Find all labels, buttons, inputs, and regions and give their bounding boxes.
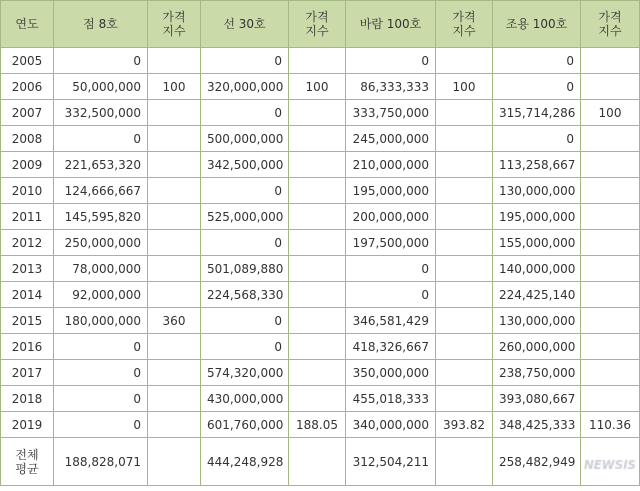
year-cell: 2010 bbox=[1, 178, 54, 204]
price-cell: 113,258,667 bbox=[493, 152, 581, 178]
year-cell: 2016 bbox=[1, 334, 54, 360]
price-index-cell: 110.36 bbox=[581, 412, 640, 438]
price-index-cell bbox=[436, 308, 493, 334]
price-cell: 0 bbox=[201, 48, 289, 74]
price-cell: 0 bbox=[493, 126, 581, 152]
price-index-cell bbox=[289, 126, 346, 152]
price-index-cell bbox=[148, 334, 201, 360]
price-index-cell bbox=[581, 386, 640, 412]
price-index-cell bbox=[436, 386, 493, 412]
price-index-cell bbox=[436, 204, 493, 230]
price-index-cell bbox=[581, 334, 640, 360]
price-cell: 0 bbox=[201, 308, 289, 334]
table-row bbox=[1, 100, 640, 126]
price-cell: 224,425,140 bbox=[493, 282, 581, 308]
price-cell: 258,482,949 bbox=[493, 438, 581, 486]
price-cell: 342,500,000 bbox=[201, 152, 289, 178]
price-cell: 0 bbox=[201, 230, 289, 256]
price-cell: 340,000,000 bbox=[346, 412, 436, 438]
price-index-cell bbox=[581, 308, 640, 334]
column-header: 점 8호 bbox=[54, 1, 148, 48]
price-index-cell bbox=[148, 360, 201, 386]
price-index-cell bbox=[148, 48, 201, 74]
table-row bbox=[1, 126, 640, 152]
table-row bbox=[1, 334, 640, 360]
price-cell: 200,000,000 bbox=[346, 204, 436, 230]
table-row bbox=[1, 48, 640, 74]
price-cell: 238,750,000 bbox=[493, 360, 581, 386]
price-cell: 393,080,667 bbox=[493, 386, 581, 412]
price-cell: 0 bbox=[493, 74, 581, 100]
price-index-cell bbox=[581, 230, 640, 256]
price-cell: 0 bbox=[54, 334, 148, 360]
price-cell: 312,504,211 bbox=[346, 438, 436, 486]
price-index-cell bbox=[581, 256, 640, 282]
price-cell: 0 bbox=[346, 282, 436, 308]
year-cell: 2013 bbox=[1, 256, 54, 282]
price-index-cell bbox=[289, 178, 346, 204]
price-cell: 180,000,000 bbox=[54, 308, 148, 334]
price-cell: 418,326,667 bbox=[346, 334, 436, 360]
price-index-cell: 100 bbox=[148, 74, 201, 100]
price-index-cell bbox=[289, 204, 346, 230]
column-header: 바람 100호 bbox=[346, 1, 436, 48]
price-cell: 346,581,429 bbox=[346, 308, 436, 334]
table-row bbox=[1, 204, 640, 230]
year-cell: 2005 bbox=[1, 48, 54, 74]
table-row bbox=[1, 282, 640, 308]
price-index-cell bbox=[436, 100, 493, 126]
price-index-cell bbox=[289, 438, 346, 486]
table-row bbox=[1, 256, 640, 282]
price-cell: 50,000,000 bbox=[54, 74, 148, 100]
price-index-cell bbox=[148, 204, 201, 230]
year-cell: 2006 bbox=[1, 74, 54, 100]
price-index-cell: 188.05 bbox=[289, 412, 346, 438]
price-index-cell bbox=[289, 152, 346, 178]
table-row bbox=[1, 308, 640, 334]
header-row bbox=[1, 1, 640, 48]
price-cell: 500,000,000 bbox=[201, 126, 289, 152]
price-cell: 210,000,000 bbox=[346, 152, 436, 178]
price-cell: 224,568,330 bbox=[201, 282, 289, 308]
price-cell: 315,714,286 bbox=[493, 100, 581, 126]
price-cell: 188,828,071 bbox=[54, 438, 148, 486]
price-index-cell bbox=[148, 282, 201, 308]
year-cell: 2017 bbox=[1, 360, 54, 386]
price-index-cell bbox=[436, 334, 493, 360]
price-index-cell: 100 bbox=[436, 74, 493, 100]
price-cell: 574,320,000 bbox=[201, 360, 289, 386]
price-index-cell bbox=[148, 178, 201, 204]
column-header: 가격 지수 bbox=[148, 1, 201, 48]
price-cell: 130,000,000 bbox=[493, 178, 581, 204]
price-index-cell bbox=[436, 282, 493, 308]
price-cell: 525,000,000 bbox=[201, 204, 289, 230]
price-cell: 245,000,000 bbox=[346, 126, 436, 152]
price-index-cell bbox=[436, 438, 493, 486]
price-index-cell bbox=[289, 256, 346, 282]
column-header: 조용 100호 bbox=[493, 1, 581, 48]
year-cell: 2014 bbox=[1, 282, 54, 308]
table-row bbox=[1, 74, 640, 100]
price-cell: 0 bbox=[346, 256, 436, 282]
price-cell: 430,000,000 bbox=[201, 386, 289, 412]
price-cell: 333,750,000 bbox=[346, 100, 436, 126]
price-index-cell bbox=[581, 152, 640, 178]
table-row bbox=[1, 412, 640, 438]
price-cell: 0 bbox=[201, 100, 289, 126]
price-index-cell bbox=[581, 204, 640, 230]
price-index-cell bbox=[581, 126, 640, 152]
price-cell: 195,000,000 bbox=[493, 204, 581, 230]
price-index-cell bbox=[148, 230, 201, 256]
price-cell: 0 bbox=[346, 48, 436, 74]
price-cell: 221,653,320 bbox=[54, 152, 148, 178]
price-index-cell bbox=[289, 360, 346, 386]
price-index-cell bbox=[436, 360, 493, 386]
price-cell: 195,000,000 bbox=[346, 178, 436, 204]
price-index-cell bbox=[148, 152, 201, 178]
price-cell: 140,000,000 bbox=[493, 256, 581, 282]
price-index-cell bbox=[289, 386, 346, 412]
price-cell: 124,666,667 bbox=[54, 178, 148, 204]
price-cell: 350,000,000 bbox=[346, 360, 436, 386]
year-cell: 2008 bbox=[1, 126, 54, 152]
price-index-cell bbox=[436, 48, 493, 74]
price-index-cell bbox=[436, 126, 493, 152]
price-cell: 501,089,880 bbox=[201, 256, 289, 282]
price-index-cell bbox=[581, 360, 640, 386]
price-index-cell bbox=[289, 282, 346, 308]
price-cell: 197,500,000 bbox=[346, 230, 436, 256]
price-cell: 78,000,000 bbox=[54, 256, 148, 282]
price-index-cell bbox=[436, 256, 493, 282]
price-index-cell bbox=[289, 334, 346, 360]
price-index-cell bbox=[148, 256, 201, 282]
price-cell: 250,000,000 bbox=[54, 230, 148, 256]
price-cell: 601,760,000 bbox=[201, 412, 289, 438]
price-cell: 348,425,333 bbox=[493, 412, 581, 438]
price-index-cell bbox=[436, 178, 493, 204]
table-row bbox=[1, 178, 640, 204]
price-index-cell: 360 bbox=[148, 308, 201, 334]
table-row bbox=[1, 360, 640, 386]
price-index-cell bbox=[148, 438, 201, 486]
column-header: 선 30호 bbox=[201, 1, 289, 48]
price-index-cell bbox=[436, 152, 493, 178]
price-index-cell: 393.82 bbox=[436, 412, 493, 438]
price-index-cell bbox=[289, 48, 346, 74]
price-index-cell bbox=[289, 308, 346, 334]
year-cell: 2019 bbox=[1, 412, 54, 438]
price-index-cell bbox=[148, 126, 201, 152]
price-cell: 130,000,000 bbox=[493, 308, 581, 334]
price-index-cell bbox=[148, 386, 201, 412]
column-header: 가격 지수 bbox=[289, 1, 346, 48]
price-cell: 0 bbox=[54, 360, 148, 386]
price-index-cell: 100 bbox=[581, 100, 640, 126]
year-cell: 2007 bbox=[1, 100, 54, 126]
price-cell: 260,000,000 bbox=[493, 334, 581, 360]
price-index-cell bbox=[289, 230, 346, 256]
column-header: 가격 지수 bbox=[436, 1, 493, 48]
price-index-cell: 100 bbox=[289, 74, 346, 100]
price-index-cell bbox=[436, 230, 493, 256]
year-cell: 2015 bbox=[1, 308, 54, 334]
table-row bbox=[1, 386, 640, 412]
price-cell: 0 bbox=[54, 412, 148, 438]
table-row bbox=[1, 152, 640, 178]
price-cell: 155,000,000 bbox=[493, 230, 581, 256]
price-cell: 0 bbox=[54, 48, 148, 74]
table-row bbox=[1, 230, 640, 256]
year-cell: 2018 bbox=[1, 386, 54, 412]
price-cell: 92,000,000 bbox=[54, 282, 148, 308]
price-index-cell bbox=[581, 178, 640, 204]
price-index-cell bbox=[148, 100, 201, 126]
price-index-cell bbox=[581, 74, 640, 100]
price-cell: 320,000,000 bbox=[201, 74, 289, 100]
price-cell: 0 bbox=[54, 386, 148, 412]
price-cell: 86,333,333 bbox=[346, 74, 436, 100]
price-index-cell bbox=[581, 282, 640, 308]
column-header: 연도 bbox=[1, 1, 54, 48]
price-cell: 0 bbox=[201, 178, 289, 204]
price-index-cell bbox=[289, 100, 346, 126]
price-cell: 0 bbox=[201, 334, 289, 360]
price-index-cell bbox=[581, 48, 640, 74]
price-cell: 444,248,928 bbox=[201, 438, 289, 486]
price-cell: 145,595,820 bbox=[54, 204, 148, 230]
price-cell: 455,018,333 bbox=[346, 386, 436, 412]
year-cell: 2011 bbox=[1, 204, 54, 230]
year-cell: 2012 bbox=[1, 230, 54, 256]
price-cell: 0 bbox=[493, 48, 581, 74]
price-index-cell bbox=[581, 438, 640, 486]
price-cell: 332,500,000 bbox=[54, 100, 148, 126]
price-cell: 0 bbox=[54, 126, 148, 152]
year-cell: 2009 bbox=[1, 152, 54, 178]
year-cell: 전체 평균 bbox=[1, 438, 54, 486]
column-header: 가격 지수 bbox=[581, 1, 640, 48]
average-row bbox=[1, 438, 640, 486]
price-index-cell bbox=[148, 412, 201, 438]
